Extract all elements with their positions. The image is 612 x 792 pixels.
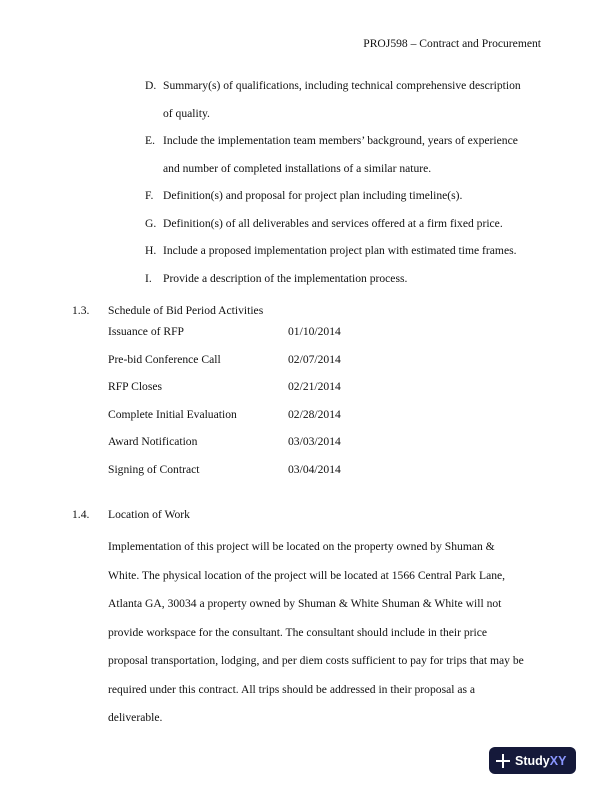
list-item-e bbox=[145, 127, 545, 182]
list-letter: H. bbox=[145, 244, 157, 257]
list-item-f bbox=[145, 182, 545, 210]
schedule-date: 03/03/2014 bbox=[288, 435, 341, 449]
schedule-date: 03/04/2014 bbox=[288, 462, 341, 476]
section-title: Schedule of Bid Period Activities bbox=[108, 304, 264, 317]
list-item-i bbox=[145, 265, 545, 293]
list-text-line: Definition(s) of all deliverables and services offered at a firm fixed price. bbox=[163, 216, 503, 230]
schedule-activity: Award Notification bbox=[108, 435, 198, 449]
list-text-line: of quality. bbox=[163, 106, 210, 120]
section-number: 1.4. bbox=[72, 508, 90, 521]
studyxy-logo[interactable] bbox=[489, 747, 576, 774]
plus-icon bbox=[496, 754, 510, 768]
section-number: 1.3. bbox=[72, 304, 90, 317]
list-letter: D. bbox=[145, 79, 157, 92]
list-text-line: Summary(s) of qualifications, including technical comprehensive description bbox=[163, 79, 521, 92]
paragraph-line: provide workspace for the consultant. The consultant should include in their price bbox=[108, 625, 488, 639]
schedule-activity: RFP Closes bbox=[108, 380, 163, 394]
list-text-line: Include the implementation team members’ background, years of experience bbox=[163, 134, 518, 147]
list-letter: F. bbox=[145, 189, 154, 202]
schedule-date: 02/28/2014 bbox=[288, 407, 341, 421]
list-letter: G. bbox=[145, 216, 157, 230]
schedule-date: 02/21/2014 bbox=[288, 380, 341, 394]
paragraph-line: Atlanta GA, 30034 a property owned by Shuman & White Shuman & White will not bbox=[108, 597, 502, 610]
list-text-line: and number of completed installations of a similar nature. bbox=[163, 161, 432, 175]
schedule-activity: Pre-bid Conference Call bbox=[108, 352, 221, 366]
list-item-d bbox=[145, 72, 545, 127]
schedule-date: 02/07/2014 bbox=[288, 352, 341, 366]
paragraph-line: White. The physical location of the project will be located at 1566 Central Park Lane, bbox=[108, 568, 506, 582]
paragraph-line: deliverable. bbox=[108, 711, 163, 724]
list-letter: E. bbox=[145, 134, 155, 147]
schedule-activity: Issuance of RFP bbox=[108, 325, 184, 338]
paragraph-line: required under this contract. All trips should be addressed in their proposal as a bbox=[108, 682, 476, 696]
paragraph-line: proposal transportation, lodging, and per diem costs sufficient to pay for trips that may be bbox=[108, 654, 524, 667]
list-item-g bbox=[145, 210, 545, 238]
list-letter: I. bbox=[145, 271, 152, 285]
list-item-h bbox=[145, 237, 545, 265]
list-text-line: Include a proposed implementation project plan with estimated time frames. bbox=[163, 244, 517, 257]
section-title: Location of Work bbox=[108, 508, 190, 521]
requirements-list bbox=[145, 72, 545, 292]
list-text-line: Definition(s) and proposal for project plan including timeline(s). bbox=[163, 189, 463, 202]
schedule-activity: Signing of Contract bbox=[108, 462, 200, 476]
paragraph-line: Implementation of this project will be located on the property owned by Shuman & bbox=[108, 540, 495, 553]
location-paragraph bbox=[108, 533, 548, 733]
schedule-date: 01/10/2014 bbox=[288, 325, 341, 338]
logo-text: Study bbox=[515, 753, 550, 768]
list-text-line: Provide a description of the implementation process. bbox=[163, 271, 408, 285]
logo-text-accent: XY bbox=[549, 753, 567, 768]
page-header: PROJ598 – Contract and Procurement bbox=[363, 37, 541, 50]
schedule-activity: Complete Initial Evaluation bbox=[108, 407, 237, 421]
